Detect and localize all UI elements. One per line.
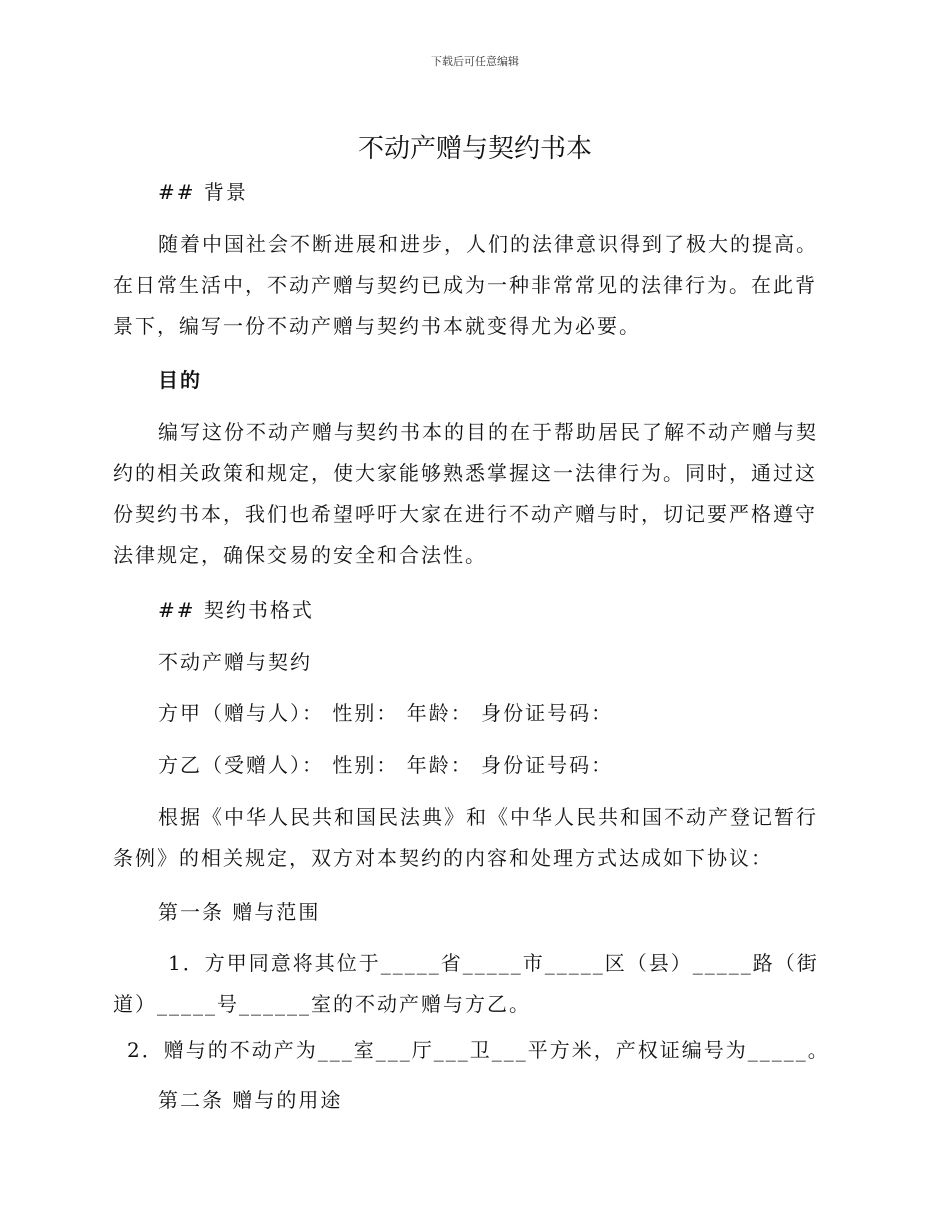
document-title: 不动产赠与契约书本 <box>357 134 592 164</box>
paragraph-background: 随着中国社会不断进展和进步，人们的法律意识得到了极大的提高。在日常生活中，不动产赠与契约已成为一种非常常见的法律行为。在此背景下，编写一份不动产赠与契约书本就变得尤为必要。 <box>113 232 818 338</box>
party-b-line: 方乙（受赠人）： 性别： 年龄： 身份证号码： <box>158 753 614 777</box>
contract-title: 不动产赠与契约 <box>158 650 312 674</box>
article-1-item-2: 2．赠与的不动产为___室___厅___卫___平方米，产权证编号为_____。 <box>127 1038 830 1062</box>
article-2-heading: 第二条 赠与的用途 <box>158 1088 343 1112</box>
heading-purpose: 目的 <box>158 368 202 392</box>
page-header: 下载后可任意编辑 <box>431 55 519 68</box>
paragraph-purpose: 编写这份不动产赠与契约书本的目的在于帮助居民了解不动产赠与契约的相关政策和规定，使大家能够熟悉掌握这一法律行为。同时，通过这份契约书本，我们也希望呼吁大家在进行不动产赠与时，切记要严格遵守法律规定，确保交易的安全和合法性。 <box>113 420 818 567</box>
party-a-line: 方甲（赠与人）： 性别： 年龄： 身份证号码： <box>158 701 614 725</box>
heading-background: ## 背景 <box>158 180 248 204</box>
article-1-heading: 第一条 赠与范围 <box>158 900 321 924</box>
article-1-item-1: 1．方甲同意将其位于_____省_____市_____区（县）_____路（街道）_____号______室的不动产赠与方乙。 <box>113 951 819 1016</box>
heading-format: ## 契约书格式 <box>158 598 314 622</box>
legal-basis: 根据《中华人民共和国民法典》和《中华人民共和国不动产登记暂行条例》的相关规定，双方对本契约的内容和处理方式达成如下协议： <box>113 805 818 870</box>
